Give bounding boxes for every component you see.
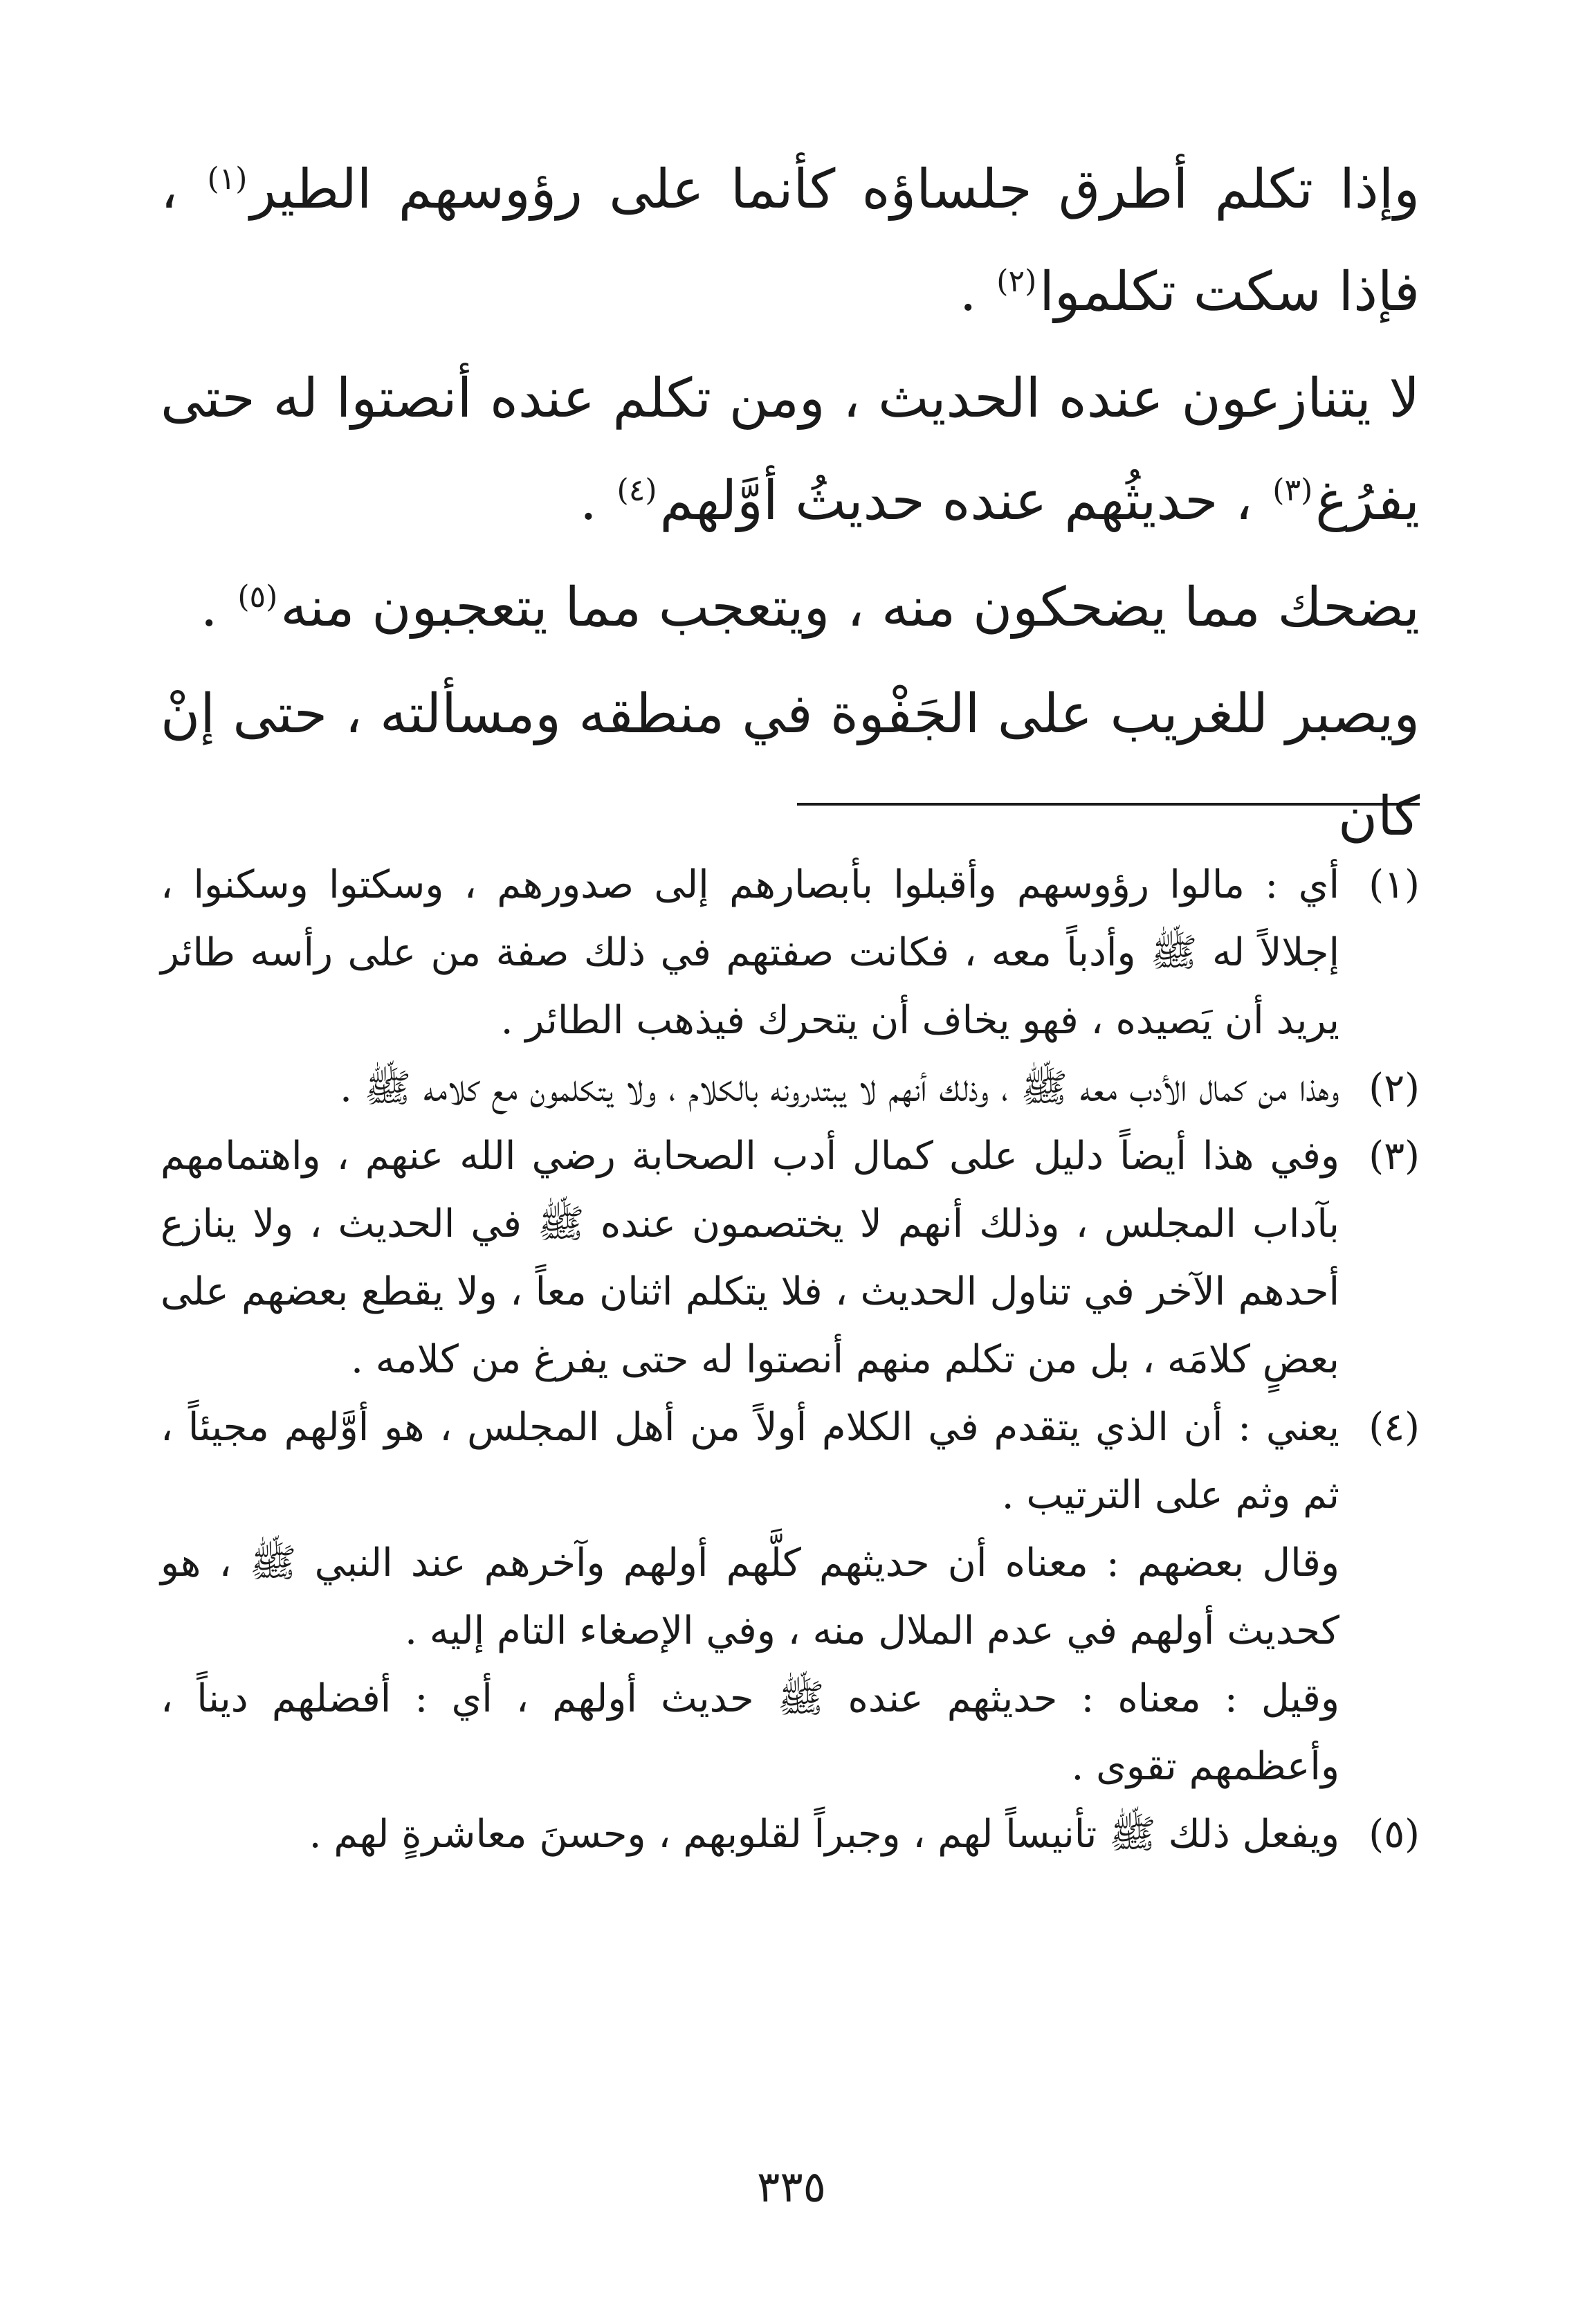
footnote-reference: (٢) (996, 264, 1037, 299)
footnote (161, 1123, 1420, 1394)
footnotes-section (161, 851, 1420, 1869)
footnote (161, 1801, 1420, 1869)
footnote-reference: (٤) (616, 473, 657, 508)
footnote-reference: (٥) (237, 579, 278, 615)
main-text-segment: لا يتنازعون عنده الحديث ، ومن تكلم عنده أنصتوا له حتى يفرُغ (161, 367, 1420, 532)
footnote-text: وهذا من كمال الأدب معه ﷺ ، وذلك أنهم لا يبتدرونه بالكلام ، ولا يتكلمون مع كلامه ﷺ . (340, 1066, 1339, 1111)
footnote-text: وفي هذا أيضاً دليل على كمال أدب الصحابة رضي الله عنهم ، واهتمامهم بآداب المجلس ، وذلك أنهم لا يختصمون عنده ﷺ في الحديث ، ولا ينازع أحدهم الآخر في تناول الحديث ، فلا يتكلم اثنان معاً ، ولا يقطع بعضهم على بعضٍ كلامَه ، بل من تكلم منهم أنصتوا له حتى يفرغ من كلامه . (161, 1134, 1339, 1382)
footnote-number: (٤) (1369, 1405, 1420, 1450)
footnote-number: (٣) (1369, 1134, 1420, 1179)
footnote (161, 851, 1420, 1055)
main-text-segment: ، حديثُهم عنده حديثُ أوَّلهم (659, 470, 1270, 532)
footnote-continuation: وقيل : معناه : حديثهم عنده ﷺ حديث أولهم ، أي : أفضلهم ديناً ، وأعظمهم تقوى . (161, 1676, 1339, 1789)
main-text-segment: يضحك مما يضحكون منه ، ويتعجب مما يتعجبون منه (280, 577, 1420, 639)
footnote-number: (٥) (1369, 1812, 1420, 1857)
main-text-segment: . (200, 577, 235, 639)
footnote-separator (797, 803, 1420, 806)
footnote-reference: (١) (207, 161, 248, 197)
page-number: ٣٣٥ (757, 2161, 826, 2212)
footnote (161, 1055, 1420, 1123)
main-paragraph (161, 556, 1420, 659)
main-paragraph (161, 138, 1420, 343)
footnote-number: (١) (1369, 862, 1420, 907)
main-text-segment: ويصبر للغريب على الجَفْوة في منطقه ومسألته ، حتى إنْ كان (161, 683, 1420, 848)
footnote-text: أي : مالوا رؤوسهم وأقبلوا بأبصارهم إلى صدورهم ، وسكتوا وسكنوا ، إجلالاً له ﷺ وأدباً معه ، فكانت صفتهم في ذلك صفة من على رأسه طائر يريد أن يَصيده ، فهو يخاف أن يتحرك فيذهب الطائر . (161, 862, 1339, 1043)
footnote-text: ويفعل ذلك ﷺ تأنيساً لهم ، وجبراً لقلوبهم ، وحسنَ معاشرةٍ لهم . (309, 1812, 1339, 1857)
footnote-text: يعني : أن الذي يتقدم في الكلام أولاً من أهل المجلس ، هو أوَّلهم مجيئاً ، ثم وثم على الترتيب . (161, 1405, 1339, 1518)
main-text-segment: . (579, 470, 614, 532)
main-paragraph (161, 347, 1420, 552)
footnote-reference: (٣) (1272, 473, 1313, 508)
footnote (161, 1394, 1420, 1529)
main-text-body (161, 138, 1420, 868)
main-text-segment: وإذا تكلم أطرق جلساؤه كأنما على رؤوسهم الطير (250, 158, 1420, 221)
footnote-number: (٢) (1369, 1066, 1420, 1111)
footnote-continuation: وقال بعضهم : معناه أن حديثهم كلَّهم أولهم وآخرهم عند النبي ﷺ ، هو كحديث أولهم في عدم الملال منه ، وفي الإصغاء التام إليه . (161, 1541, 1339, 1653)
main-text-segment: ، فإذا سكت تكلموا (161, 158, 1420, 323)
main-paragraph (161, 663, 1420, 868)
main-text-segment: . (959, 261, 994, 323)
